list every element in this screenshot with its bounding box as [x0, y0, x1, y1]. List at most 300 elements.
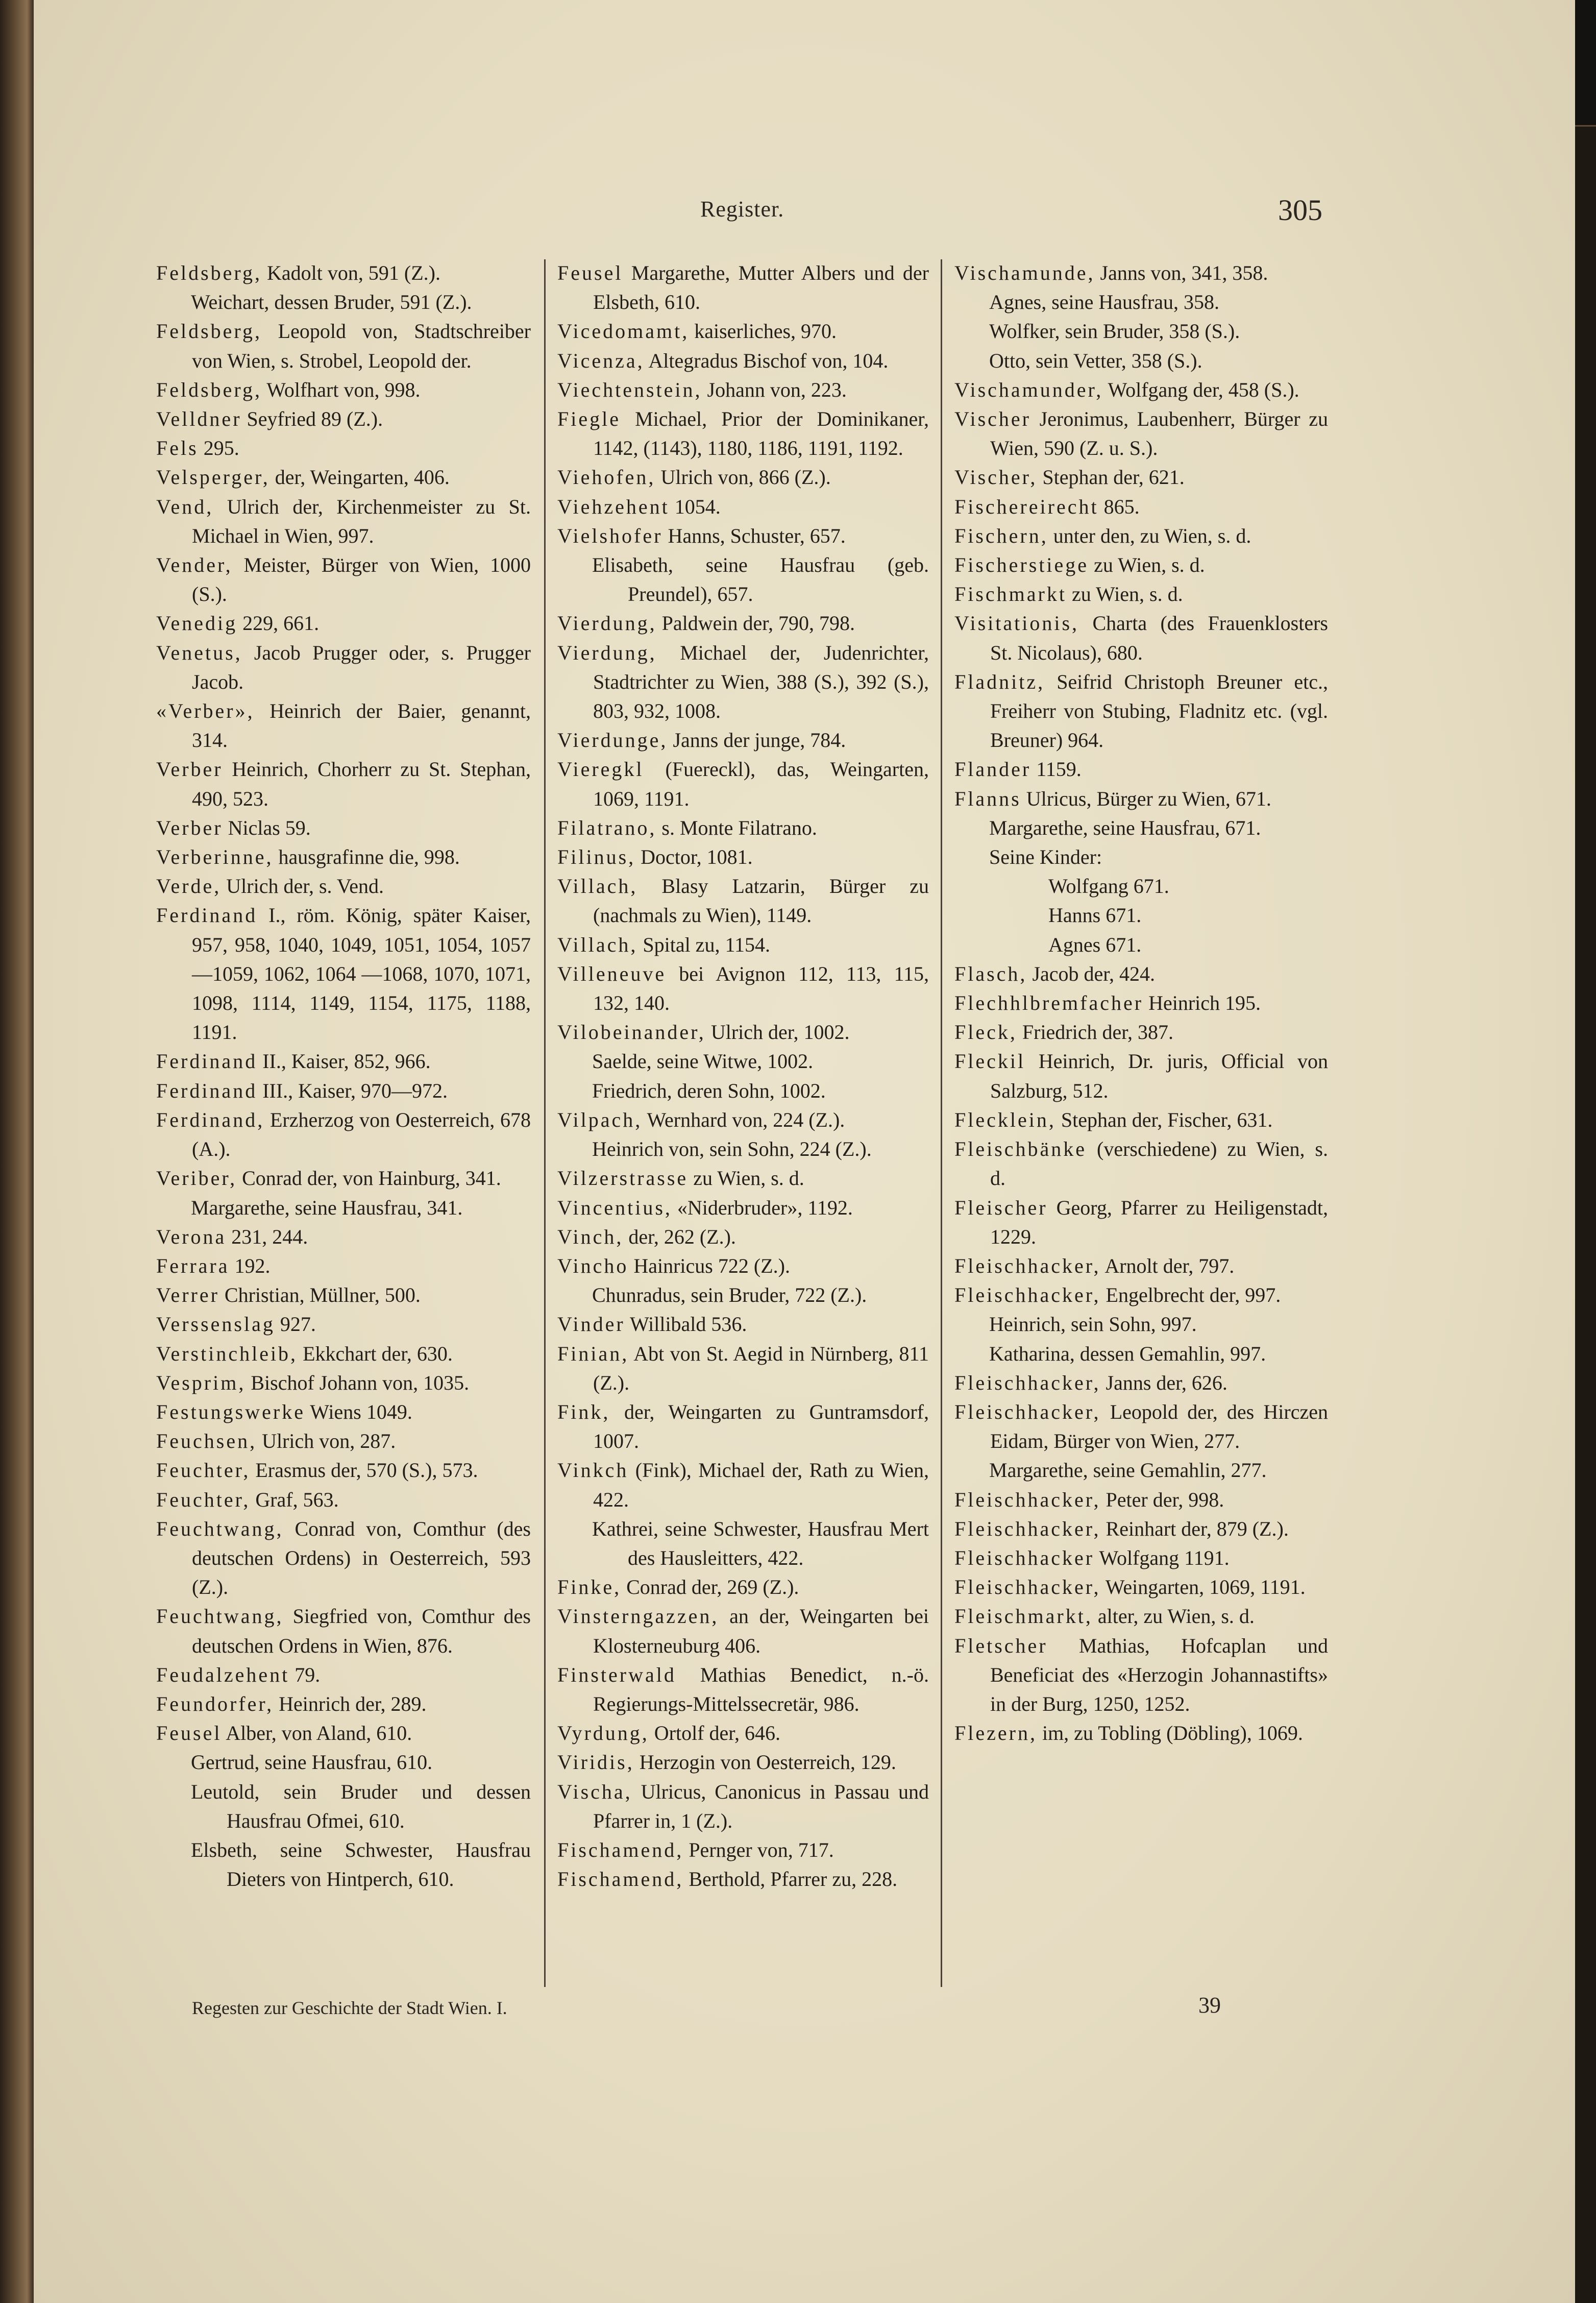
index-entry: [557, 1047, 929, 1076]
index-entry: [156, 1222, 531, 1251]
entry-text: alter, zu Wien, s. d.: [1092, 1605, 1255, 1628]
entry-keyword: Venetus,: [156, 641, 242, 664]
index-entry: [156, 258, 531, 287]
index-entry: [156, 1514, 531, 1602]
index-entry: [954, 1280, 1328, 1310]
index-entry: [557, 550, 929, 609]
index-entry: [156, 842, 531, 871]
entry-keyword: Vend,: [156, 495, 214, 518]
index-entry: [954, 842, 1328, 871]
entry-keyword: Flezern,: [954, 1722, 1037, 1745]
index-entry: [156, 1426, 531, 1456]
entry-keyword: Viridis,: [557, 1751, 634, 1774]
entry-keyword: Verrer: [156, 1283, 219, 1307]
entry-text: Heinrich, Dr. juris, Official von Salzburg, 512.: [990, 1050, 1328, 1102]
entry-text: Michael, Prior der Dominikaner, 1142, (1143), 1180, 1186, 1191, 1192.: [593, 407, 929, 460]
entry-keyword: Vischamunder,: [954, 378, 1103, 401]
entry-keyword: Feundorfer,: [156, 1692, 274, 1715]
entry-text: Heinrich der, 289.: [274, 1692, 427, 1715]
index-entry: [954, 1047, 1328, 1105]
index-entry: [557, 1748, 929, 1777]
entry-text: hausgrafinne die, 998.: [273, 845, 460, 869]
index-entry: [954, 1718, 1328, 1748]
index-entry: [156, 1660, 531, 1689]
entry-keyword: Flasch,: [954, 962, 1027, 985]
index-entry: [954, 784, 1328, 813]
entry-text: Paldwein der, 790, 798.: [656, 612, 855, 635]
index-entry: [557, 1602, 929, 1660]
entry-text: Graf, 563.: [250, 1488, 339, 1511]
entry-keyword: Fladnitz,: [954, 670, 1045, 693]
entry-keyword: Fleck,: [954, 1021, 1017, 1044]
entry-keyword: Feldsberg,: [156, 261, 262, 284]
entry-text: Ulrich der, s. Vend.: [221, 875, 384, 898]
entry-text: unter den, zu Wien, s. d.: [1048, 524, 1251, 547]
index-entry: [557, 1777, 929, 1835]
entry-text: Heinrich 195.: [1143, 991, 1261, 1015]
index-entry: [156, 1076, 531, 1105]
index-entry: [156, 1251, 531, 1280]
entry-keyword: Finke,: [557, 1575, 622, 1599]
entry-text: Wolfhart von, 998.: [262, 378, 421, 401]
entry-keyword: Vischa,: [557, 1780, 632, 1803]
entry-text: zu Wien, s. d.: [688, 1167, 804, 1190]
entry-keyword: Vicenza,: [557, 349, 645, 372]
entry-text: Chunradus, sein Bruder, 722 (Z.).: [592, 1283, 867, 1307]
entry-text: Ekkchart der, 630.: [298, 1342, 453, 1365]
entry-text: 229, 661.: [237, 612, 320, 635]
entry-keyword: Velsperger,: [156, 466, 270, 489]
entry-keyword: Feusel: [156, 1722, 222, 1745]
index-entry: [156, 1047, 531, 1076]
entry-text: Wolfker, sein Bruder, 358 (S.).: [989, 320, 1240, 343]
entry-keyword: Fleischhacker,: [954, 1400, 1101, 1423]
entry-keyword: Ferrara: [156, 1254, 230, 1277]
entry-text: Jeronimus, Laubenherr, Bürger zu Wien, 590 (Z. u. S.).: [990, 407, 1328, 460]
entry-text: Friedrich, deren Sohn, 1002.: [592, 1079, 826, 1102]
entry-text: der, Weingarten, 406.: [269, 466, 450, 489]
entry-keyword: Vincentius,: [557, 1196, 672, 1219]
entry-text: Janns der, 626.: [1100, 1371, 1227, 1394]
entry-keyword: Viechtenstein,: [557, 378, 702, 401]
entry-text: Otto, sein Vetter, 358 (S.).: [989, 349, 1202, 372]
index-entry: [156, 813, 531, 842]
entry-keyword: Flechhlbremfacher: [954, 991, 1144, 1015]
entry-text: der, 262 (Z.).: [623, 1225, 736, 1248]
column-rule: [544, 259, 546, 1987]
entry-keyword: Fischerstiege: [954, 553, 1089, 577]
entry-text: Arnolt der, 797.: [1100, 1254, 1235, 1277]
page-number: 305: [1278, 193, 1322, 227]
entry-keyword: Villach,: [557, 933, 638, 956]
column-rule: [941, 259, 942, 1987]
entry-text: zu Wien, s. d.: [1089, 553, 1205, 577]
entry-keyword: Vischamunde,: [954, 261, 1095, 284]
index-entry: [156, 375, 531, 404]
index-entry: [557, 317, 929, 346]
running-head: Register.: [700, 197, 784, 222]
entry-keyword: Fleischhacker,: [954, 1575, 1101, 1599]
index-entry: [954, 813, 1328, 842]
entry-keyword: Fleischer: [954, 1196, 1048, 1219]
entry-text: Conrad der, von Hainburg, 341.: [237, 1167, 501, 1190]
index-entry: [954, 550, 1328, 579]
index-entry: [557, 1251, 929, 1280]
entry-keyword: Vierdung,: [557, 641, 657, 664]
entry-text: Jacob Prugger oder, s. Prugger Jacob.: [192, 641, 531, 693]
entry-text: Michael der, Judenrichter, Stadtrichter zu Wien, 388 (S.), 392 (S.), 803, 932, 1008.: [593, 641, 929, 723]
index-entry: [954, 901, 1328, 930]
entry-keyword: Fischamend,: [557, 1868, 684, 1891]
entry-text: Abt von St. Aegid in Nürnberg, 811 (Z.).: [593, 1342, 929, 1394]
entry-keyword: Vincho: [557, 1254, 629, 1277]
column-middle: [557, 258, 929, 1894]
entry-keyword: Feuchtwang,: [156, 1517, 284, 1540]
index-entry: [557, 1514, 929, 1572]
index-entry: [156, 404, 531, 433]
entry-text: 79.: [289, 1663, 321, 1686]
entry-text: Wernhard von, 224 (Z.).: [642, 1108, 845, 1131]
index-entry: [557, 492, 929, 521]
index-entry: [156, 317, 531, 375]
index-entry: [557, 725, 929, 755]
index-entry: [557, 1339, 929, 1397]
entry-text: Janns der junge, 784.: [668, 729, 846, 752]
entry-keyword: Fletscher: [954, 1634, 1048, 1657]
index-entry: [557, 375, 929, 404]
entry-text: Niclas 59.: [223, 816, 311, 839]
entry-keyword: Villach,: [557, 875, 638, 898]
entry-text: Heinrich der Baier, genannt, 314.: [192, 699, 531, 752]
entry-text: Herzogin von Oesterreich, 129.: [634, 1751, 896, 1774]
entry-text: Stephan der, 621.: [1037, 466, 1185, 489]
entry-text: 927.: [275, 1313, 316, 1336]
entry-keyword: Fleischhacker,: [954, 1283, 1101, 1307]
index-entry: [557, 1193, 929, 1222]
index-entry: [557, 404, 929, 463]
entry-text: zu Wien, s. d.: [1066, 583, 1183, 606]
bookmark-tab: [1575, 0, 1596, 127]
entry-text: Johann von, 223.: [702, 378, 847, 401]
index-entry: [557, 1076, 929, 1105]
entry-text: 295.: [198, 437, 239, 460]
entry-keyword: Venedig: [156, 612, 238, 635]
entry-text: Christian, Müllner, 500.: [219, 1283, 421, 1307]
entry-text: Elsbeth, seine Schwester, Hausfrau Dieters von Hintperch, 610.: [191, 1838, 531, 1891]
entry-text: 1054.: [669, 495, 721, 518]
entry-text: Hanns, Schuster, 657.: [662, 524, 846, 547]
entry-text: Seine Kinder:: [989, 845, 1102, 869]
index-entry: [156, 1456, 531, 1485]
entry-keyword: Fischereirecht: [954, 495, 1099, 518]
entry-text: Heinrich, Chorherr zu St. Stephan, 490, 523.: [192, 758, 531, 810]
index-entry: [557, 1718, 929, 1748]
index-entry: [156, 696, 531, 755]
index-entry: [156, 287, 531, 317]
entry-text: Ulrich von, 866 (Z.).: [655, 466, 831, 489]
entry-keyword: Verona: [156, 1225, 227, 1248]
index-entry: [954, 1485, 1328, 1514]
entry-keyword: Fiegle: [557, 407, 621, 431]
entry-text: III., Kaiser, 970—972.: [257, 1079, 448, 1102]
index-entry: [156, 463, 531, 492]
entry-keyword: Vischer,: [954, 466, 1038, 489]
entry-text: Engelbrecht der, 997.: [1100, 1283, 1281, 1307]
index-entry: [156, 1835, 531, 1894]
entry-text: Wolfgang 671.: [1048, 875, 1169, 898]
entry-text: Leopold von, Stadtschreiber von Wien, s. Strobel, Leopold der.: [192, 320, 531, 372]
index-entry: [557, 1864, 929, 1894]
index-entry: [954, 1193, 1328, 1251]
index-entry: [954, 287, 1328, 317]
entry-text: Friedrich der, 387.: [1017, 1021, 1173, 1044]
entry-keyword: Villeneuve: [557, 962, 667, 985]
entry-keyword: Viehzehent: [557, 495, 670, 518]
index-entry: [156, 1602, 531, 1660]
entry-keyword: Flander: [954, 758, 1032, 781]
index-entry: [954, 317, 1328, 346]
index-entry: [954, 579, 1328, 609]
entry-keyword: Feuchter,: [156, 1459, 251, 1482]
entry-text: Jacob der, 424.: [1027, 962, 1155, 985]
entry-keyword: Fels: [156, 437, 199, 460]
index-entry: [954, 988, 1328, 1017]
entry-keyword: Vyrdung,: [557, 1722, 649, 1745]
entry-keyword: Vinsterngazzen,: [557, 1605, 719, 1628]
entry-text: Conrad der, 269 (Z.).: [621, 1575, 799, 1599]
index-entry: [156, 1748, 531, 1777]
index-entry: [954, 1134, 1328, 1193]
index-entry: [954, 346, 1328, 375]
entry-text: Ulricus, Bürger zu Wien, 671.: [1021, 787, 1271, 810]
entry-text: Weingarten, 1069, 1191.: [1100, 1575, 1306, 1599]
index-entry: [954, 1514, 1328, 1543]
entry-keyword: Fleischmarkt,: [954, 1605, 1093, 1628]
index-entry: [557, 609, 929, 638]
entry-keyword: Vilpach,: [557, 1108, 643, 1131]
entry-keyword: Flecklein,: [954, 1108, 1056, 1131]
entry-keyword: Visitationis,: [954, 612, 1079, 635]
index-entry: [557, 959, 929, 1017]
index-entry: [156, 1280, 531, 1310]
index-entry: [557, 842, 929, 871]
index-entry: [954, 1397, 1328, 1456]
entry-keyword: Vierdung,: [557, 612, 657, 635]
entry-keyword: Ferdinand: [156, 904, 258, 927]
entry-text: Erzherzog von Oesterreich, 678 (A.).: [192, 1108, 531, 1161]
entry-keyword: Vicedomamt,: [557, 320, 690, 343]
entry-text: an der, Weingarten bei Klosterneuburg 406.: [593, 1605, 929, 1657]
entry-keyword: Finsterwald: [557, 1663, 676, 1686]
index-entry: [954, 1017, 1328, 1047]
entry-keyword: Vinder: [557, 1313, 625, 1336]
entry-text: 231, 244.: [226, 1225, 308, 1248]
entry-keyword: Veriber,: [156, 1167, 237, 1190]
entry-keyword: Ferdinand: [156, 1050, 258, 1073]
index-entry: [954, 667, 1328, 755]
entry-text: Elisabeth, seine Hausfrau (geb. Preundel), 657.: [592, 553, 929, 606]
entry-text: Ulrich der, 1002.: [705, 1021, 850, 1044]
index-entry: [156, 609, 531, 638]
entry-keyword: Feuchsen,: [156, 1429, 257, 1453]
index-entry: [156, 433, 531, 463]
entry-keyword: Viehofen,: [557, 466, 656, 489]
index-entry: [954, 258, 1328, 287]
index-entry: [156, 638, 531, 696]
index-entry: [557, 1105, 929, 1134]
index-entry: [954, 1602, 1328, 1631]
entry-text: 1159.: [1031, 758, 1082, 781]
entry-text: Kathrei, seine Schwester, Hausfrau Mert des Hausleitters, 422.: [592, 1517, 929, 1569]
index-entry: [156, 755, 531, 813]
entry-text: Blasy Latzarin, Bürger zu (nachmals zu Wien), 1149.: [593, 875, 929, 927]
entry-text: Agnes, seine Hausfrau, 358.: [989, 290, 1219, 314]
index-entry: [156, 492, 531, 550]
entry-keyword: Vesprim,: [156, 1371, 246, 1394]
entry-text: Bischof Johann von, 1035.: [245, 1371, 470, 1394]
entry-keyword: Feudalzehent: [156, 1663, 290, 1686]
index-entry: [557, 930, 929, 959]
index-entry: [156, 1105, 531, 1163]
entry-keyword: Fleischhacker,: [954, 1254, 1101, 1277]
entry-text: Pernger von, 717.: [683, 1838, 834, 1861]
source-note: Regesten zur Geschichte der Stadt Wien. I.: [192, 1998, 507, 2018]
index-entry: [954, 930, 1328, 959]
index-entry: [954, 609, 1328, 667]
entry-text: Altegradus Bischof von, 104.: [644, 349, 889, 372]
entry-text: Leutold, sein Bruder und dessen Hausfrau Ofmei, 610.: [191, 1780, 531, 1832]
entry-text: Gertrud, seine Hausfrau, 610.: [191, 1751, 433, 1774]
index-entry: [954, 1368, 1328, 1397]
index-entry: [954, 492, 1328, 521]
index-entry: [954, 375, 1328, 404]
index-entry: [156, 1689, 531, 1718]
entry-text: I., röm. König, später Kaiser, 957, 958, 1040, 1049, 1051, 1054, 1057—1059, 1062, 1064 —1068, 1070, 1071, 1098, 1114, 1149, 1154, 1175, 1188, 1191.: [192, 904, 531, 1044]
page-edge: [1575, 0, 1596, 2303]
entry-keyword: «Verber»,: [156, 699, 255, 723]
index-entry: [557, 463, 929, 492]
entry-text: Margarethe, seine Gemahlin, 277.: [989, 1459, 1267, 1482]
entry-text: Seyfried 89 (Z.).: [241, 407, 383, 431]
entry-keyword: Festungswerke: [156, 1400, 305, 1423]
entry-text: Margarethe, seine Hausfrau, 671.: [989, 816, 1261, 839]
entry-keyword: Vinch,: [557, 1225, 624, 1248]
index-entry: [156, 901, 531, 1047]
index-entry: [557, 346, 929, 375]
entry-keyword: Feuchter,: [156, 1488, 251, 1511]
index-entry: [954, 1572, 1328, 1602]
entry-text: Saelde, seine Witwe, 1002.: [592, 1050, 814, 1073]
entry-keyword: Vierdunge,: [557, 729, 668, 752]
entry-text: Siegfried von, Comthur des deutschen Ordens in Wien, 876.: [192, 1605, 531, 1657]
index-entry: [557, 1456, 929, 1514]
entry-text: Agnes 671.: [1048, 933, 1142, 956]
entry-text: Erasmus der, 570 (S.), 573.: [250, 1459, 478, 1482]
index-entry: [954, 1310, 1328, 1339]
entry-keyword: Filatrano,: [557, 816, 657, 839]
index-entry: [557, 1835, 929, 1864]
entry-keyword: Ferdinand,: [156, 1108, 265, 1131]
index-entry: [156, 1777, 531, 1835]
entry-keyword: Fleckil: [954, 1050, 1026, 1073]
index-entry: [954, 1339, 1328, 1368]
entry-text: «Niderbruder», 1192.: [672, 1196, 853, 1219]
book-gutter: [0, 0, 34, 2303]
entry-keyword: Fleischhacker,: [954, 1488, 1101, 1511]
index-entry: [557, 1222, 929, 1251]
entry-text: (verschiedene) zu Wien, s. d.: [990, 1137, 1328, 1190]
entry-keyword: Vieregkl: [557, 758, 644, 781]
entry-keyword: Fleischbänke: [954, 1137, 1087, 1161]
entry-keyword: Vischer: [954, 407, 1031, 431]
index-entry: [156, 1193, 531, 1222]
index-entry: [557, 1280, 929, 1310]
entry-text: Ulrich der, Kirchenmeister zu St. Michael in Wien, 997.: [192, 495, 531, 547]
entry-keyword: Fischmarkt: [954, 583, 1067, 606]
index-entry: [156, 1397, 531, 1426]
entry-keyword: Fischern,: [954, 524, 1048, 547]
entry-keyword: Vender,: [156, 553, 233, 577]
signature-mark: 39: [1198, 1993, 1221, 2018]
entry-text: Wiens 1049.: [305, 1400, 412, 1423]
index-entry: [156, 550, 531, 609]
index-entry: [156, 1485, 531, 1514]
entry-keyword: Ferdinand: [156, 1079, 258, 1102]
entry-text: Leopold der, des Hirczen Eidam, Bürger von Wien, 277.: [990, 1400, 1328, 1453]
index-entry: [557, 258, 929, 317]
column-left: [156, 258, 531, 1894]
index-entry: [954, 959, 1328, 988]
entry-text: Ortolf der, 646.: [649, 1722, 781, 1745]
entry-text: (Fuereckl), das, Weingarten, 1069, 1191.: [593, 758, 929, 810]
entry-text: Georg, Pfarrer zu Heiligenstadt, 1229.: [990, 1196, 1328, 1248]
index-entry: [954, 1251, 1328, 1280]
entry-text: Heinrich, sein Sohn, 997.: [989, 1313, 1197, 1336]
index-entry: [954, 1105, 1328, 1134]
index-entry: [557, 1660, 929, 1718]
index-entry: [954, 521, 1328, 550]
entry-text: Stephan der, Fischer, 631.: [1055, 1108, 1273, 1131]
entry-keyword: Verstinchleib,: [156, 1342, 298, 1365]
index-entry: [557, 813, 929, 842]
entry-text: Reinhart der, 879 (Z.).: [1100, 1517, 1289, 1540]
index-entry: [954, 1631, 1328, 1719]
entry-text: im, zu Tobling (Döbling), 1069.: [1037, 1722, 1303, 1745]
index-entry: [156, 1163, 531, 1193]
index-entry: [156, 1368, 531, 1397]
entry-text: Doctor, 1081.: [635, 845, 753, 869]
entry-text: 865.: [1098, 495, 1140, 518]
entry-text: II., Kaiser, 852, 966.: [257, 1050, 431, 1073]
index-entry: [954, 1543, 1328, 1572]
entry-text: kaiserliches, 970.: [689, 320, 837, 343]
entry-keyword: Vilobeinander,: [557, 1021, 706, 1044]
column-right: [954, 258, 1328, 1748]
index-entry: [954, 755, 1328, 784]
index-entry: [954, 1456, 1328, 1485]
entry-keyword: Verssenslag: [156, 1313, 275, 1336]
index-entry: [557, 521, 929, 550]
entry-keyword: Feldsberg,: [156, 320, 262, 343]
entry-keyword: Velldner: [156, 407, 242, 431]
entry-text: Mathias Benedict, n.-ö. Regierungs-Mittelssecretär, 986.: [593, 1663, 929, 1715]
entry-keyword: Filinus,: [557, 845, 636, 869]
entry-keyword: Fleischhacker,: [954, 1371, 1101, 1394]
entry-text: Ulricus, Canonicus in Passau und Pfarrer in, 1 (Z.).: [593, 1780, 929, 1832]
entry-keyword: Fleischhacker: [954, 1546, 1095, 1569]
entry-keyword: Feusel: [557, 261, 623, 284]
entry-text: Katharina, dessen Gemahlin, 997.: [989, 1342, 1266, 1365]
